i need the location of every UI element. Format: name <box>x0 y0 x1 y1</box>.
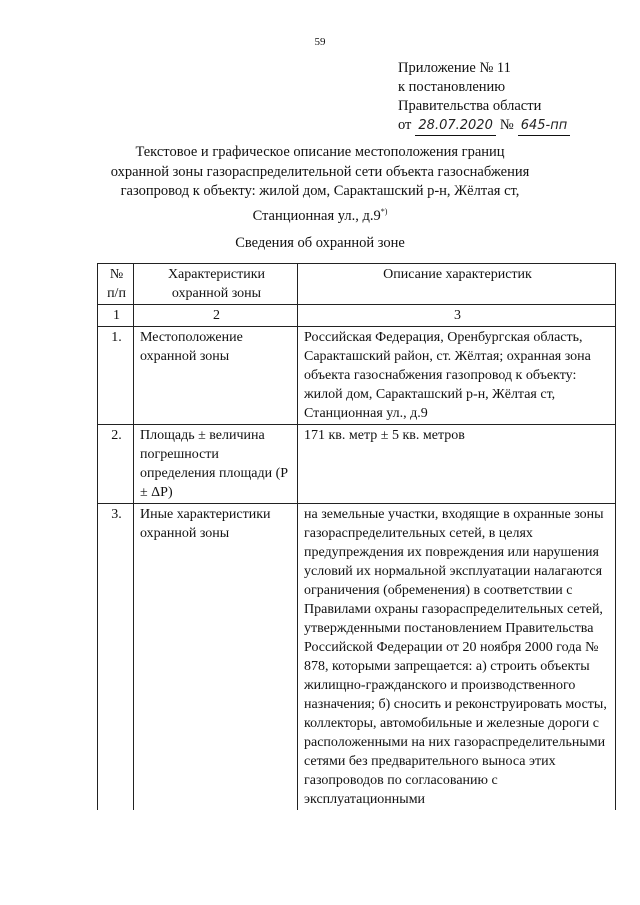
table-row <box>98 327 616 425</box>
header-description: Описание характеристик <box>298 264 616 305</box>
row-description: на земельные участки, входящие в охранные зоны газораспределительных сетей, в целях предупреждения их повреждения или нарушения условий их нормальной эксплуатации налагаются ограничения (обременения) в соответствии с Правилами охраны газораспределительных сетей, утвержденными постановлением Правительства Российской Федерации от 20 ноября 2000 года № 878, которыми запрещается: а) строить объекты жилищно-гражданского и производственного назначения; б) сносить и реконструировать мосты, коллекторы, автомобильные и железные дороги с расположенными на них газораспределительными сетями без предварительного выноса этих газопроводов по согласованию с эксплуатационными <box>298 504 616 811</box>
date-prefix: от <box>398 117 412 133</box>
table-header-row <box>98 264 616 305</box>
appendix-line: Приложение № 11 <box>398 60 511 76</box>
column-number: 1 <box>98 305 134 327</box>
table-column-numbers-row <box>98 305 616 327</box>
title-line: Текстовое и графическое описание местоположения границ <box>135 144 505 160</box>
table-row <box>98 425 616 504</box>
appendix-line: к постановлению <box>398 79 506 95</box>
column-number: 3 <box>298 305 616 327</box>
row-characteristic: Площадь ± величина погрешности определения площади (P ± ΔP) <box>134 425 298 504</box>
table-row <box>98 504 616 811</box>
header-number: № п/п <box>98 264 134 305</box>
appendix-header <box>398 59 570 136</box>
row-description: Российская Федерация, Оренбургская область, Саракташский район, ст. Жёлтая; охранная зона объекта газоснабжения газопровод к объекту: жилой дом, Саракташский р-н, Жёлтая ст, Станционная ул., д.9 <box>298 327 616 425</box>
column-number: 2 <box>134 305 298 327</box>
row-characteristic: Иные характеристики охранной зоны <box>134 504 298 811</box>
title-line-text: Станционная ул., д.9 <box>252 207 381 224</box>
document-title <box>100 143 540 226</box>
row-number: 3. <box>98 504 134 811</box>
section-subtitle: Сведения об охранной зоне <box>235 235 405 251</box>
footnote-mark: *) <box>380 206 388 216</box>
header-characteristics: Характеристики охранной зоны <box>134 264 298 305</box>
title-line: охранной зоны газораспределительной сети объекта газоснабжения <box>110 163 530 180</box>
row-description: 171 кв. метр ± 5 кв. метров <box>298 425 616 504</box>
handwritten-number: 645-пп <box>518 116 571 136</box>
page-number: 59 <box>314 36 326 48</box>
resolution-date-number <box>398 116 570 136</box>
protection-zone-table <box>97 263 616 810</box>
title-line <box>100 202 540 226</box>
appendix-line: Правительства области <box>398 98 542 114</box>
number-prefix: № <box>499 117 514 133</box>
row-characteristic: Местоположение охранной зоны <box>134 327 298 425</box>
handwritten-date: 28.07.2020 <box>415 116 495 136</box>
row-number: 2. <box>98 425 134 504</box>
title-line: газопровод к объекту: жилой дом, Саракташский р-н, Жёлтая ст, <box>120 183 520 199</box>
row-number: 1. <box>98 327 134 425</box>
